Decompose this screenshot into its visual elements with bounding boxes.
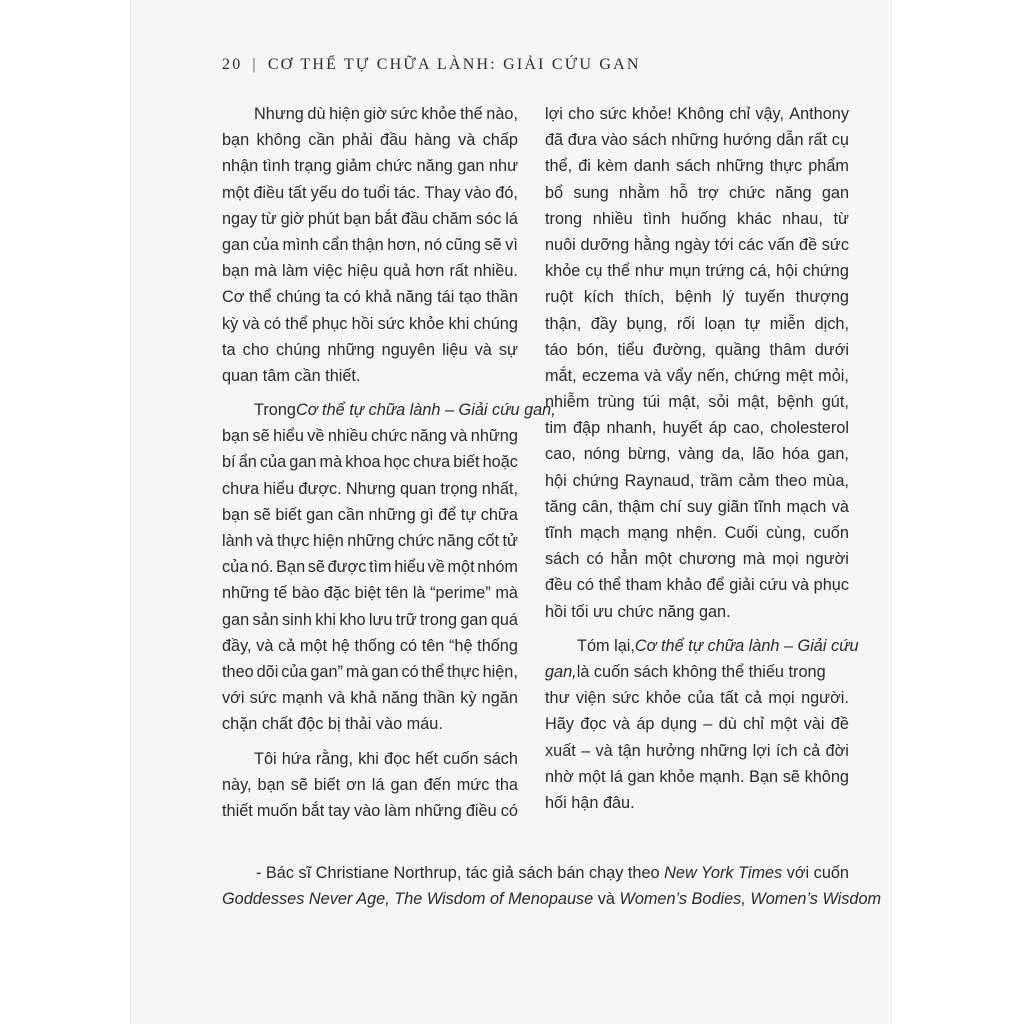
text-line: thận, đầy bụng, rối loạn tự miễn dịch, — [545, 314, 849, 333]
text-line: thiết muốn bắt tay vào làm những điều có — [222, 801, 518, 820]
text-line: thư viện sức khỏe của tất cả mọi người. — [545, 689, 849, 708]
text-line: xuất – và tận hưởng những lợi ích cả đời — [545, 741, 849, 760]
text-line: sách có hẳn một chương mà mọi người — [545, 550, 849, 569]
text-line: bạn sẽ hiểu về nhiều chức năng và những — [222, 427, 518, 446]
attribution-line-1: - Bác sĩ Christiane Northrup, tác giả sách bán chạy theo New York Times với cuốn — [255, 864, 849, 882]
running-title: CƠ THỂ TỰ CHỮA LÀNH: GIẢI CỨU GAN — [267, 56, 641, 73]
text-line: cao, nóng bừng, vàng da, lão hóa gan, — [545, 445, 849, 464]
text-line: Trong Cơ thể tự chữa lành – Giải cứu gan, — [222, 397, 518, 423]
text-line: bạn sẽ biết gan cần những gì để tự chữa — [222, 505, 518, 524]
text-line: ngay từ giờ phút bạn bắt đầu chăm sóc lá — [222, 209, 518, 228]
text-column-left — [222, 101, 556, 824]
text-line: chưa hiểu được. Nhưng quan trọng nhất, — [222, 479, 518, 498]
text-line: chặn chất độc bị thải vào máu. — [222, 715, 443, 734]
text-line: hối hận đâu. — [545, 793, 635, 812]
text-line: Tóm lại, Cơ thể tự chữa lành – Giải cứu — [545, 633, 849, 659]
book-title-italic: Cơ thể tự chữa lành – Giải cứu — [634, 636, 859, 655]
page-number: 20 — [222, 56, 243, 73]
text-line: mắt, eczema và vẩy nến, chứng mệt mỏi, — [545, 366, 849, 385]
text-line: khỏe cụ thể như mụn trứng cá, hội chứng — [545, 262, 849, 281]
book-title-italic: Cơ thể tự chữa lành – Giải cứu gan, — [295, 401, 556, 420]
text-line: đã đưa vào sách những hướng dẫn rất cụ — [545, 131, 849, 150]
text-line: gan sản sinh khi kho lưu trữ trong gan quá — [222, 610, 518, 629]
text-line: thể, đi kèm danh sách những thực phẩm — [545, 157, 849, 176]
text-line: nhờ một lá gan khỏe mạnh. Bạn sẽ không — [545, 767, 849, 786]
attribution — [222, 860, 882, 912]
text-line: nuôi dưỡng hằng ngày tới các vấn đề sức — [545, 235, 849, 254]
text-line: quan tâm cần thiết. — [222, 366, 361, 385]
text-line: hội chứng Raynaud, trầm cảm theo mùa, — [545, 471, 849, 490]
text-line: hồi tối ưu chức năng gan. — [545, 602, 731, 621]
text-line: nhiễm trùng túi mật, sỏi mật, bệnh gút, — [545, 393, 849, 412]
text-column-right — [545, 101, 859, 816]
text-line: tăng cân, thậm chí suy giãn tĩnh mạch và — [545, 497, 849, 516]
text-line: trong nhiều tình huống khác nhau, từ — [545, 209, 849, 228]
text-line: đầy, và cả một hệ thống có tên “hệ thống — [222, 636, 518, 655]
text-line: Cơ thể chúng ta có khả năng tái tạo thần — [222, 288, 518, 307]
text-line: của nó. Bạn sẽ được tìm hiểu về một nhóm — [222, 558, 518, 577]
text-line: gan của mình cẩn thận hơn, nó cũng sẽ vì — [222, 235, 518, 254]
text-line: đều có thể tham khảo để giải cứu và phục — [545, 576, 849, 595]
text-line: bạn mà làm việc hiệu quả hơn rất nhiều. — [222, 262, 518, 281]
text-line: Nhưng dù hiện giờ sức khỏe thế nào, — [254, 105, 518, 123]
text-line: lợi cho sức khỏe! Không chỉ vậy, Anthony — [545, 105, 849, 123]
text-line: Hãy đọc và áp dụng – dù chỉ một vài đề — [545, 715, 849, 734]
running-header — [222, 56, 641, 74]
text-line: lành và thực hiện những chức năng cốt tử — [222, 532, 518, 550]
text-line: gan, là cuốn sách không thể thiếu trong — [545, 659, 849, 685]
text-line: theo dõi của gan” mà gan có thể thực hiện, — [222, 662, 518, 681]
text-line: nhận tình trạng giảm chức năng gan như — [222, 157, 518, 176]
text-line: ruột kích thích, bệnh lý tuyến thượng — [545, 288, 849, 307]
text-line: bạn không cần phải đầu hàng và chấp — [222, 131, 518, 150]
text-line: bổ sung nhằm hỗ trợ chức năng gan — [545, 183, 849, 202]
text-line: Tôi hứa rằng, khi đọc hết cuốn sách — [254, 749, 518, 768]
attribution-line-2: Goddesses Never Age, The Wisdom of Menopause và Women’s Bodies, Women’s Wisdom — [222, 890, 882, 909]
text-line: tim đập nhanh, huyết áp cao, cholesterol — [545, 419, 849, 438]
text-line: tĩnh mạch mạng nhện. Cuối cùng, cuốn — [545, 524, 849, 542]
text-line: với sức mạnh và khả năng thần kỳ ngăn — [222, 689, 518, 708]
header-separator: | — [252, 56, 258, 73]
text-line: kỳ và có thể phục hồi sức khỏe khi chúng — [222, 314, 518, 333]
text-line: bí ẩn của gan mà khoa học chưa biết hoặc — [222, 453, 518, 472]
text-line: một điều tất yếu do tuổi tác. Thay vào đó, — [222, 183, 518, 202]
text-line: ta cho chúng những nguyên liệu và sự — [222, 340, 518, 359]
text-line: những tế bào đặc biệt tên là “perime” mà — [222, 584, 518, 603]
text-line: táo bón, tiểu đường, quầng thâm dưới — [545, 340, 849, 359]
book-title-italic: gan, — [545, 662, 577, 681]
text-line: này, bạn sẽ biết ơn lá gan đến mức tha — [222, 775, 518, 794]
